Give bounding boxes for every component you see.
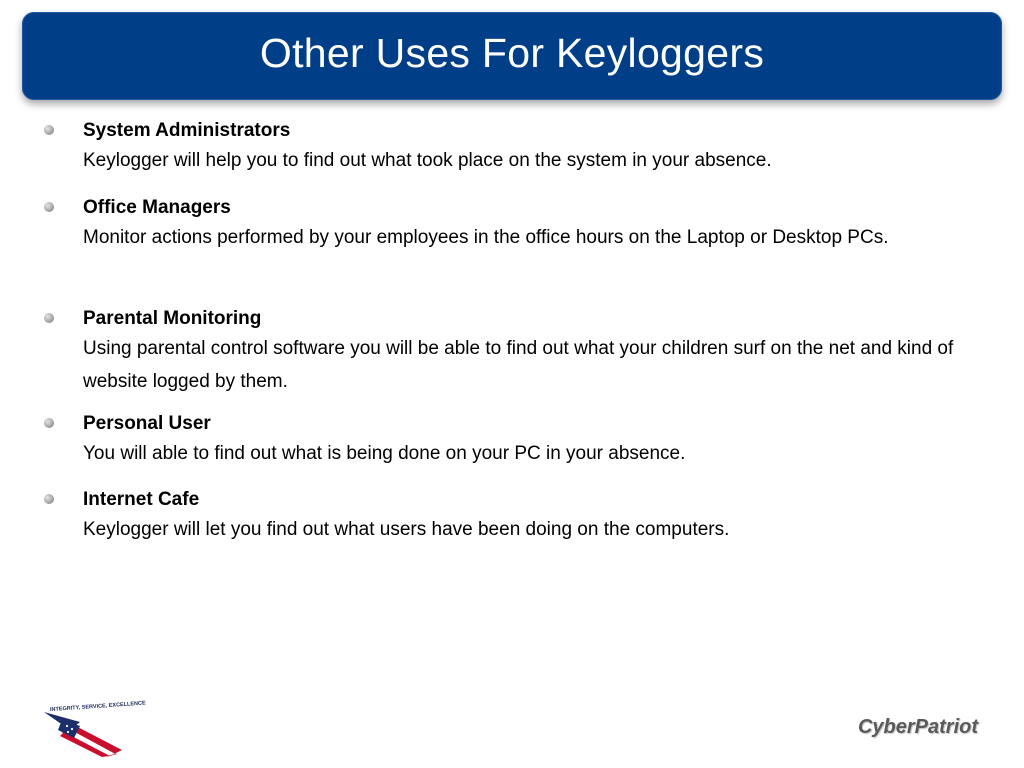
- list-item-internet-cafe: [83, 487, 993, 546]
- item-description: Keylogger will help you to find out what took place on the system in your absence.: [83, 150, 772, 171]
- brand-name: CyberPatriot: [857, 716, 978, 738]
- item-heading: Internet Cafe: [83, 489, 200, 510]
- item-heading: Office Managers: [83, 197, 231, 218]
- logo-motto: INTEGRITY, SERVICE, EXCELLENCE: [49, 700, 146, 714]
- item-description: Keylogger will let you find out what users have been doing on the computers.: [83, 519, 730, 540]
- slide-title: Other Uses For Keyloggers: [259, 29, 765, 76]
- item-heading: Parental Monitoring: [83, 308, 262, 329]
- item-heading: Personal User: [83, 413, 211, 434]
- item-description: Using parental control software you will be able to find out what your children surf on the net and kind of website logged by them.: [83, 338, 954, 392]
- eagle-flag-logo: [40, 700, 146, 758]
- item-description: You will able to find out what is being done on your PC in your absence.: [83, 443, 686, 464]
- list-item-system-administrators: [83, 118, 993, 177]
- list-item-parental-monitoring: [83, 306, 993, 398]
- bullet-icon: [44, 202, 54, 212]
- bullet-icon: [44, 125, 54, 135]
- item-description: Monitor actions performed by your employees in the office hours on the Laptop or Desktop PCs.: [83, 227, 889, 248]
- list-item-personal-user: [83, 411, 993, 470]
- bullet-icon: [44, 313, 54, 323]
- list-item-office-managers: [83, 195, 993, 254]
- item-heading: System Administrators: [83, 120, 291, 141]
- bullet-icon: [44, 494, 54, 504]
- bullet-icon: [44, 418, 54, 428]
